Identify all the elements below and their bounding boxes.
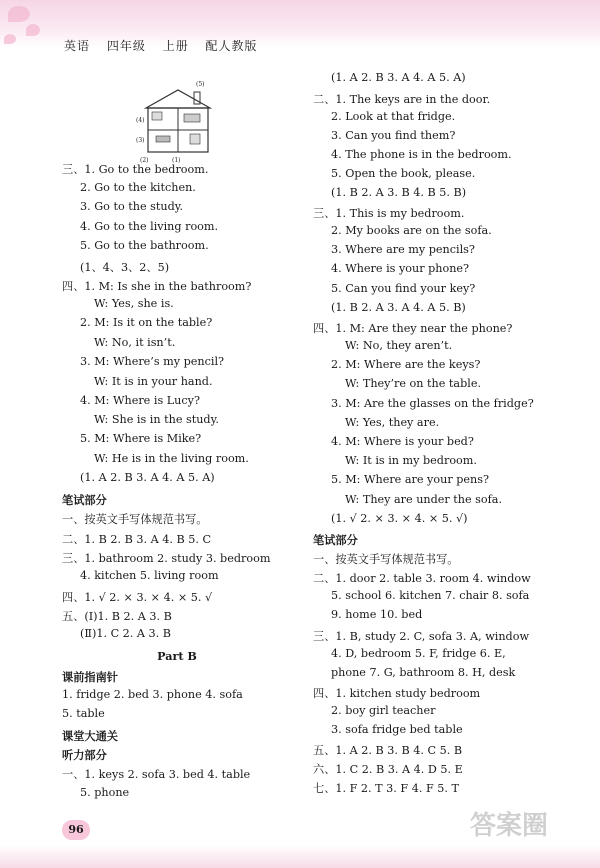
watermark-text: 答案圈 [470,811,549,841]
answer-line: 四、1. √ 2. × 3. × 4. × 5. √ [62,591,213,604]
answer-line: 听力部分 [62,748,107,762]
answer-line: 5. M: Where are your pens? [331,473,489,486]
figure-label: (2) [140,157,149,164]
answer-line: W: It is in my bedroom. [345,454,477,467]
answer-line: 5. Go to the bathroom. [80,239,209,252]
answer-line: 三、1. This is my bedroom. [313,207,465,220]
answer-line: (1. B 2. A 3. A 4. A 5. B) [331,301,466,314]
answer-line: 笔试部分 [62,493,107,507]
answer-line: 笔试部分 [313,533,358,547]
petal-decoration [8,6,30,22]
answer-line: (Ⅱ)1. C 2. A 3. B [80,627,171,640]
subject-label: 英语 [64,39,91,53]
answer-line: 三、1. bathroom 2. study 3. bedroom [62,552,271,565]
answer-line: (1. B 2. A 3. B 4. B 5. B) [331,186,467,199]
figure-label: (4) [136,117,145,124]
figure-label: (5) [196,81,205,88]
petal-decoration [26,24,40,36]
answer-line: 2. Go to the kitchen. [80,181,196,194]
answer-line: 5. school 6. kitchen 7. chair 8. sofa [331,589,530,602]
answer-line: 3. Go to the study. [80,200,184,213]
answer-line: 1. fridge 2. bed 3. phone 4. sofa [62,688,243,701]
answer-line: 三、1. Go to the bedroom. [62,163,209,176]
answer-line: 4. M: Where is your bed? [331,435,474,448]
grade-label: 四年级 [106,39,146,53]
answer-line: 六、1. C 2. B 3. A 4. D 5. E [313,763,463,776]
answer-line: 课堂大通关 [62,729,118,743]
answer-line: 2. Look at that fridge. [331,110,456,123]
answer-line: (1. A 2. B 3. A 4. A 5. A) [80,471,215,484]
answer-line: 三、1. B, study 2. C, sofa 3. A, window [313,630,530,643]
answer-line: W: No, it isn’t. [94,336,176,349]
figure-label: (1) [172,157,181,164]
volume-label: 上册 [162,39,189,53]
answer-line: W: It is in your hand. [94,375,213,388]
edition-label: 配人教版 [205,39,258,53]
answer-line: 五、1. A 2. B 3. B 4. C 5. B [313,744,463,757]
answer-line: 一、1. keys 2. sofa 3. bed 4. table [62,768,251,781]
answer-line: Part B [157,649,197,663]
answer-line: 2. My books are on the sofa. [331,224,492,237]
answer-line: 5. phone [80,786,130,799]
answer-line: 课前指南针 [62,670,118,684]
answer-line: W: Yes, she is. [94,297,174,310]
answer-line: 二、1. door 2. table 3. room 4. window [313,572,531,585]
answer-line: (1. √ 2. × 3. × 4. × 5. √) [331,512,468,525]
answer-line: 四、1. M: Is she in the bathroom? [62,280,252,293]
answer-line: 四、1. M: Are they near the phone? [313,322,513,335]
answer-line: 2. M: Where are the keys? [331,358,481,371]
answer-line: 四、1. kitchen study bedroom [313,687,481,700]
answer-line: 一、按英文手写体规范书写。 [313,553,459,566]
answer-line: 4. The phone is in the bedroom. [331,148,512,161]
answer-line: 2. boy girl teacher [331,704,436,717]
answer-line: 3. sofa fridge bed table [331,723,463,736]
watermark-logo [470,805,590,860]
answer-line: W: No, they aren’t. [345,339,453,352]
page-number: 96 [62,820,90,840]
answer-line: 一、按英文手写体规范书写。 [62,513,208,526]
answer-line: 3. M: Where’s my pencil? [80,355,225,368]
answer-line: 七、1. F 2. T 3. F 4. F 5. T [313,782,459,795]
answer-line: W: He is in the living room. [94,452,249,465]
answer-line: 4. D, bedroom 5. F, fridge 6. E, [331,647,506,660]
answer-line: 5. table [62,707,105,720]
answer-line: 5. M: Where is Mike? [80,432,202,445]
petal-decoration [4,34,16,44]
answer-line: (1、4、3、2、5) [80,261,170,274]
answer-line: 4. kitchen 5. living room [80,569,219,582]
answer-line: W: Yes, they are. [345,416,440,429]
answer-line: 4. Go to the living room. [80,220,219,233]
answer-line: W: They’re on the table. [345,377,481,390]
answer-line: 3. M: Are the glasses on the fridge? [331,397,534,410]
answer-line: W: They are under the sofa. [345,493,503,506]
answer-line: 五、(Ⅰ)1. B 2. A 3. B [62,610,172,623]
book-header [64,37,270,54]
answer-line: 4. Where is your phone? [331,262,470,275]
answer-line: (1. A 2. B 3. A 4. A 5. A) [331,71,466,84]
answer-line: 4. M: Where is Lucy? [80,394,200,407]
figure-label: (3) [136,137,145,144]
answer-line: 3. Can you find them? [331,129,456,142]
answer-line: 2. M: Is it on the table? [80,316,213,329]
answer-line: W: She is in the study. [94,413,219,426]
answer-line: phone 7. G, bathroom 8. H, desk [331,666,516,679]
answer-line: 5. Can you find your key? [331,282,476,295]
answer-line: 二、1. B 2. B 3. A 4. B 5. C [62,533,212,546]
answer-line: 5. Open the book, please. [331,167,476,180]
house-illustration [138,78,218,164]
answer-line: 二、1. The keys are in the door. [313,93,491,106]
answer-line: 9. home 10. bed [331,608,423,621]
answer-line: 3. Where are my pencils? [331,243,475,256]
